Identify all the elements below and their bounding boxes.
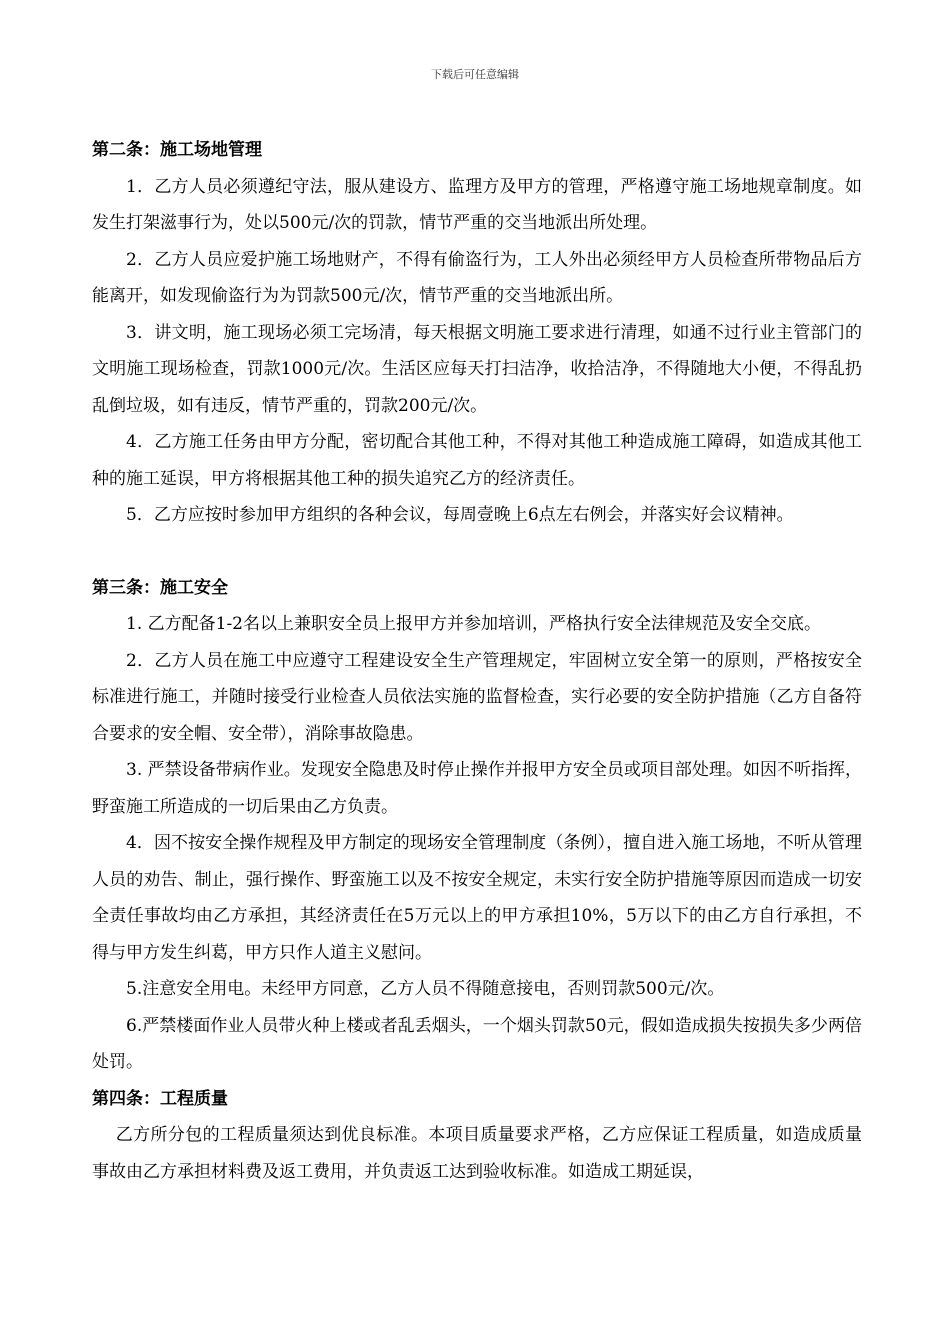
section-title: 第四条：工程质量: [92, 1088, 228, 1109]
section-title: 第三条：施工安全: [92, 577, 228, 598]
paragraph: 3. 严禁设备带病作业。发现安全隐患及时停止操作并报甲方安全员或项目部处理。如因不听指挥，野蛮施工所造成的一切后果由乙方负责。: [92, 760, 862, 817]
section-gap: [92, 534, 862, 570]
paragraph: 4．乙方施工任务由甲方分配，密切配合其他工种，不得对其他工种造成施工障碍，如造成其他工种的施工延误，甲方将根据其他工种的损失追究乙方的经济责任。: [92, 432, 862, 489]
page-header: 下载后可任意编辑: [431, 68, 519, 81]
paragraph: 6.严禁楼面作业人员带火种上楼或者乱丢烟头，一个烟头罚款50元，假如造成损失按损失多少两倍处罚。: [92, 1015, 862, 1072]
document-body: [92, 132, 862, 1190]
paragraph: 乙方所分包的工程质量须达到优良标准。本项目质量要求严格，乙方应保证工程质量，如造成质量事故由乙方承担材料费及返工费用，并负责返工达到验收标准。如造成工期延误，: [92, 1125, 862, 1182]
paragraph: 5.注意安全用电。未经甲方同意，乙方人员不得随意接电，否则罚款500元/次。: [126, 979, 725, 999]
paragraph: 5．乙方应按时参加甲方组织的各种会议，每周壹晚上6点左右例会，并落实好会议精神。: [126, 505, 794, 525]
paragraph: 2．乙方人员在施工中应遵守工程建设安全生产管理规定，牢固树立安全第一的原则，严格按安全标准进行施工，并随时接受行业检查人员依法实施的监督检查，实行必要的安全防护措施（乙方自备符合要求的安全帽、安全带），消除事故隐患。: [92, 650, 862, 744]
paragraph: 3．讲文明，施工现场必须工完场清，每天根据文明施工要求进行清理，如通不过行业主管部门的文明施工现场检查，罚款1000元/次。生活区应每天打扫洁净，收拾洁净，不得随地大小便，不得乱扔乱倒垃圾，如有违反，情节严重的，罚款200元/次。: [92, 322, 862, 416]
paragraph: 4．因不按安全操作规程及甲方制定的现场安全管理制度（条例），擅自进入施工场地，不听从管理人员的劝告、制止，强行操作、野蛮施工以及不按安全规定，未实行安全防护措施等原因而造成一切安全责任事故均由乙方承担，其经济责任在5万元以上的甲方承担10%，5万以下的由乙方自行承担，不得与甲方发生纠葛，甲方只作人道主义慰问。: [92, 833, 862, 963]
paragraph: 1. 乙方配备1-2名以上兼职安全员上报甲方并参加培训，严格执行安全法律规范及安全交底。: [126, 614, 821, 634]
paragraph: 1．乙方人员必须遵纪守法，服从建设方、监理方及甲方的管理，严格遵守施工场地规章制度。如发生打架滋事行为，处以500元/次的罚款，情节严重的交当地派出所处理。: [92, 176, 862, 233]
paragraph: 2．乙方人员应爱护施工场地财产，不得有偷盗行为，工人外出必须经甲方人员检查所带物品后方能离开，如发现偷盗行为为罚款500元/次，情节严重的交当地派出所。: [92, 249, 862, 306]
section-title: 第二条：施工场地管理: [92, 140, 262, 160]
